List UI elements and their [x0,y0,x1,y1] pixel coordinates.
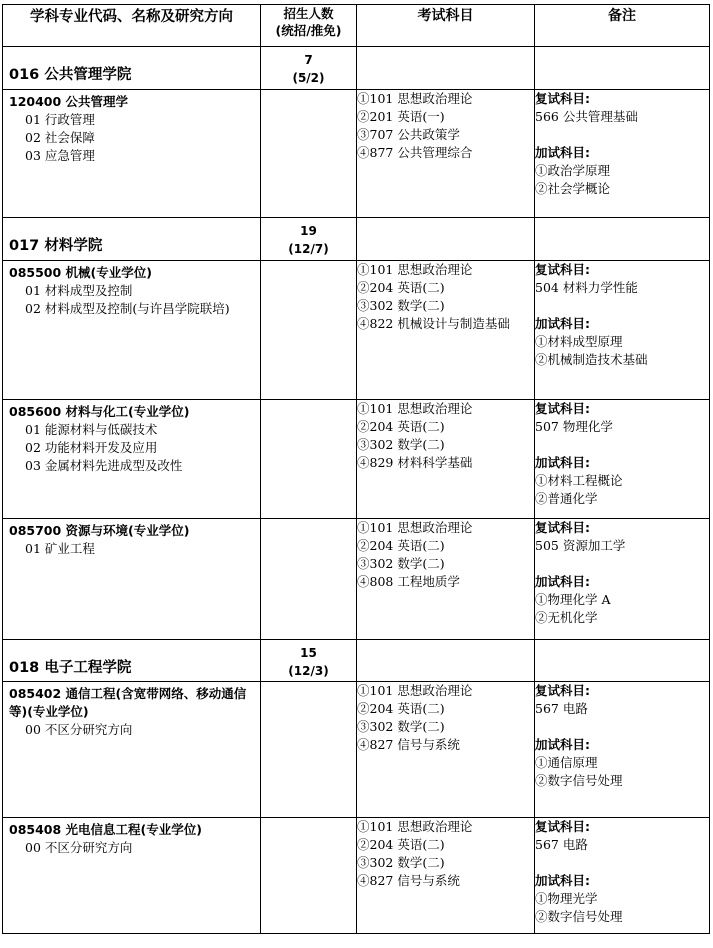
college-quota [261,640,356,680]
major-row [3,519,710,640]
header-notes: 备注 [535,5,710,47]
exam-subject: ①101 思想政治理论 [357,520,473,535]
major-title: 085500 机械(专业学位) [9,265,152,280]
college-name: 017 材料学院 [9,238,103,254]
direction-item: 01 材料成型及控制 [25,283,133,298]
extra-subject: ②无机化学 [535,610,598,625]
header-quota [261,5,357,47]
exam-subject: ②201 英语(一) [357,109,445,124]
retest-subject: 567 电路 [535,837,588,852]
quota-split: (12/3) [288,664,329,678]
exam-subject: ③707 公共政策学 [357,127,460,142]
exam-cell [357,682,535,818]
college-name: 016 公共管理学院 [9,67,132,83]
extra-subject: ②数字信号处理 [535,773,623,788]
direction-item: 00 不区分研究方向 [25,722,133,737]
retest-label: 复试科目: [535,819,590,834]
extra-subject: ①通信原理 [535,755,598,770]
note-cell [535,519,710,640]
retest-subject: 504 材料力学性能 [535,280,638,295]
retest-subject: 566 公共管理基础 [535,109,638,124]
direction-item: 00 不区分研究方向 [25,840,133,855]
extra-subject: ①材料工程概论 [535,473,623,488]
major-cell [3,519,261,640]
quota-split: (12/7) [288,242,329,256]
retest-subject: 507 物理化学 [535,419,613,434]
college-quota [261,218,356,258]
direction-item: 01 行政管理 [25,112,95,127]
extra-label: 加试科目: [535,145,590,160]
major-cell [3,818,261,934]
exam-subject: ①101 思想政治理论 [357,683,473,698]
extra-label: 加试科目: [535,873,590,888]
direction-item: 03 应急管理 [25,148,95,163]
header-major: 学科专业代码、名称及研究方向 [3,5,261,47]
major-title: 085402 通信工程(含宽带网络、移动通信等)(专业学位) [9,686,247,719]
major-row [3,682,710,818]
retest-label: 复试科目: [535,683,590,698]
exam-subject: ④822 机械设计与制造基础 [357,316,510,331]
retest-label: 复试科目: [535,520,590,535]
exam-subject: ③302 数学(二) [357,437,445,452]
header-row [3,5,710,47]
major-title: 085600 材料与化工(专业学位) [9,404,190,419]
quota-total: 19 [300,224,317,238]
college-row [3,218,710,261]
major-cell [3,682,261,818]
major-title: 085700 资源与环境(专业学位) [9,523,190,538]
exam-subject: ②204 英语(二) [357,538,445,553]
note-cell [535,682,710,818]
exam-subject: ③302 数学(二) [357,298,445,313]
major-cell [3,261,261,400]
major-cell [3,90,261,218]
exam-subject: ④827 信号与系统 [357,873,460,888]
direction-item: 03 金属材料先进成型及改性 [25,458,183,473]
college-name: 018 电子工程学院 [9,660,132,676]
direction-item: 02 社会保障 [25,130,95,145]
extra-subject: ①材料成型原理 [535,334,623,349]
exam-subject: ①101 思想政治理论 [357,91,473,106]
quota-split: (5/2) [292,71,325,85]
exam-subject: ④808 工程地质学 [357,574,460,589]
exam-subject: ④877 公共管理综合 [357,145,473,160]
extra-label: 加试科目: [535,316,590,331]
exam-subject: ①101 思想政治理论 [357,262,473,277]
exam-cell [357,519,535,640]
college-row [3,640,710,682]
exam-cell [357,400,535,519]
major-row [3,90,710,218]
header-quota-line2: (统招/推免) [275,23,342,38]
direction-item: 02 功能材料开发及应用 [25,440,158,455]
extra-subject: ①物理化学 A [535,592,611,607]
major-cell [3,400,261,519]
exam-subject: ③302 数学(二) [357,719,445,734]
exam-subject: ②204 英语(二) [357,837,445,852]
exam-subject: ④829 材料科学基础 [357,455,473,470]
direction-item: 02 材料成型及控制(与许昌学院联培) [25,301,230,316]
note-cell [535,818,710,934]
retest-label: 复试科目: [535,262,590,277]
note-cell [535,400,710,519]
major-row [3,261,710,400]
retest-label: 复试科目: [535,401,590,416]
note-cell [535,261,710,400]
exam-subject: ②204 英语(二) [357,419,445,434]
extra-subject: ②数字信号处理 [535,909,623,924]
college-quota [261,47,356,87]
extra-subject: ①政治学原理 [535,163,611,178]
exam-subject: ③302 数学(二) [357,855,445,870]
extra-subject: ①物理光学 [535,891,598,906]
major-title: 120400 公共管理学 [9,94,129,109]
major-title: 085408 光电信息工程(专业学位) [9,822,202,837]
extra-label: 加试科目: [535,737,590,752]
extra-subject: ②机械制造技术基础 [535,352,648,367]
retest-subject: 505 资源加工学 [535,538,626,553]
direction-item: 01 矿业工程 [25,541,95,556]
extra-label: 加试科目: [535,455,590,470]
extra-label: 加试科目: [535,574,590,589]
header-exams: 考试科目 [357,5,535,47]
exam-subject: ①101 思想政治理论 [357,819,473,834]
exam-subject: ②204 英语(二) [357,701,445,716]
exam-subject: ④827 信号与系统 [357,737,460,752]
exam-cell [357,818,535,934]
quota-total: 7 [304,53,313,67]
extra-subject: ②社会学概论 [535,181,611,196]
exam-subject: ②204 英语(二) [357,280,445,295]
quota-total: 15 [300,646,317,660]
major-row [3,400,710,519]
major-row [3,818,710,934]
retest-label: 复试科目: [535,91,590,106]
direction-item: 01 能源材料与低碳技术 [25,422,158,437]
college-row [3,47,710,90]
exam-cell [357,261,535,400]
note-cell [535,90,710,218]
admissions-table [2,4,710,934]
header-quota-line1: 招生人数 [283,6,334,21]
retest-subject: 567 电路 [535,701,588,716]
exam-cell [357,90,535,218]
extra-subject: ②普通化学 [535,491,598,506]
exam-subject: ①101 思想政治理论 [357,401,473,416]
exam-subject: ③302 数学(二) [357,556,445,571]
